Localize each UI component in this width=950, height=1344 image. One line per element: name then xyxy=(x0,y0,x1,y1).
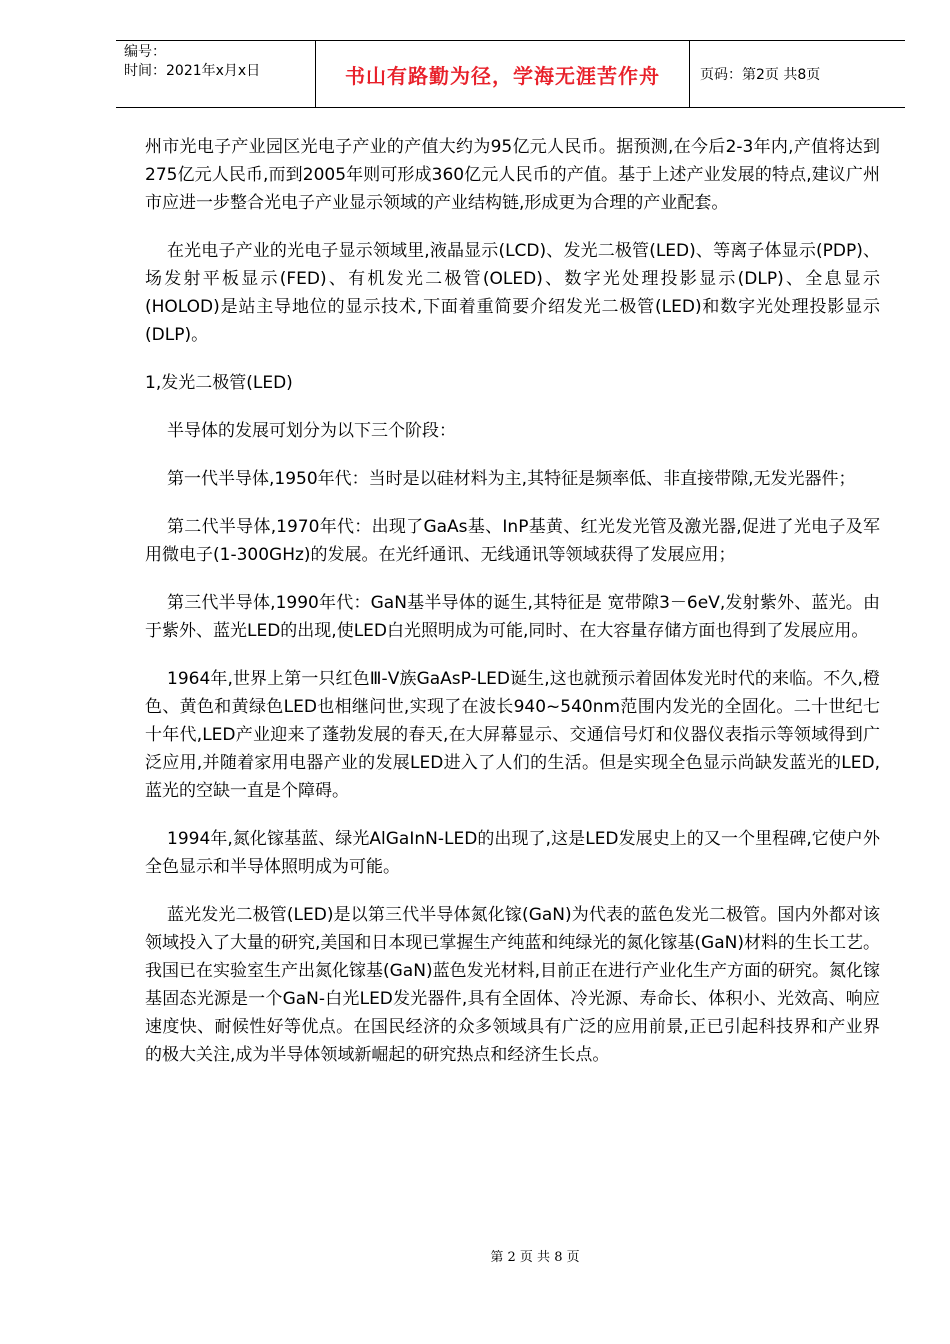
page-header xyxy=(116,40,905,108)
section-heading: 1,发光二极管(LED) xyxy=(145,373,293,393)
paragraph: 1994年,氮化镓基蓝、绿光AlGaInN-LED的出现了,这是LED发展史上的又一个里程碑,它使户外全色显示和半导体照明成为可能。 xyxy=(145,829,880,877)
paragraph: 州市光电子产业园区光电子产业的产值大约为95亿元人民币。据预测,在今后2-3年内,产值将达到275亿元人民币,而到2005年则可形成360亿元人民币的产值。基于上述产业发展的特点,建议广州市应进一步整合光电子产业显示领域的产业结构链,形成更为合理的产业配套。 xyxy=(145,137,880,213)
doc-time-label: 时间：2021年x月x日 xyxy=(124,63,261,79)
paragraph: 第三代半导体,1990年代：GaN基半导体的诞生,其特征是 宽带隙3－6eV,发射紫外、蓝光。由于紫外、蓝光LED的出现,使LED白光照明成为可能,同时、在大容量存储方面也得到了发展应用。 xyxy=(145,593,880,641)
doc-number-label: 编号： xyxy=(124,44,166,60)
paragraph: 1964年,世界上第一只红色Ⅲ-Ⅴ族GaAsP-LED诞生,这也就预示着固体发光时代的来临。不久,橙色、黄色和黄绿色LED也相继问世,实现了在波长940~540nm范围内发光的全固化。二十世纪七十年代,LED产业迎来了蓬勃发展的春天,在大屏幕显示、交通信号灯和仪器仪表指示等领域得到广泛应用,并随着家用电器产业的发展LED进入了人们的生活。但是实现全色显示尚缺发蓝光的LED,蓝光的空缺一直是个障碍。 xyxy=(145,669,880,801)
page-footer: 第 2 页 共 8 页 xyxy=(490,1250,580,1265)
paragraph: 蓝光发光二极管(LED)是以第三代半导体氮化镓(GaN)为代表的蓝色发光二极管。国内外都对该领域投入了大量的研究,美国和日本现已掌握生产纯蓝和纯绿光的氮化镓基(GaN)材料的生长工艺。我国已在实验室生产出氮化镓基(GaN)蓝色发光材料,目前正在进行产业化生产方面的研究。氮化镓基固态光源是一个GaN-白光LED发光器件,具有全固体、冷光源、寿命长、体积小、光效高、响应速度快、耐候性好等优点。在国民经济的众多领域具有广泛的应用前景,正已引起科技界和产业界的极大关注,成为半导体领域新崛起的研究热点和经济生长点。 xyxy=(145,905,880,1065)
paragraph: 半导体的发展可划分为以下三个阶段： xyxy=(167,421,456,441)
paragraph: 在光电子产业的光电子显示领域里,液晶显示(LCD)、发光二极管(LED)、等离子体显示(PDP)、场发射平板显示(FED)、有机发光二极管(OLED)、数字光处理投影显示(DLP)、全息显示(HOLOD)是站主导地位的显示技术,下面着重简要介绍发光二极管(LED)和数字光处理投影显示(DLP)。 xyxy=(145,241,880,345)
header-meta xyxy=(116,41,316,107)
header-page-label: 页码：第2页 共8页 xyxy=(700,67,821,83)
header-motto: 书山有路勤为径，学海无涯苦作舟 xyxy=(316,41,690,107)
paragraph: 第二代半导体,1970年代：出现了GaAs基、InP基黄、红光发光管及激光器,促进了光电子及军用微电子(1-300GHz)的发展。在光纤通讯、无线通讯等领域获得了发展应用； xyxy=(145,517,880,565)
document-body xyxy=(145,133,880,1089)
paragraph: 第一代半导体,1950年代：当时是以硅材料为主,其特征是频率低、非直接带隙,无发光器件； xyxy=(167,469,856,489)
